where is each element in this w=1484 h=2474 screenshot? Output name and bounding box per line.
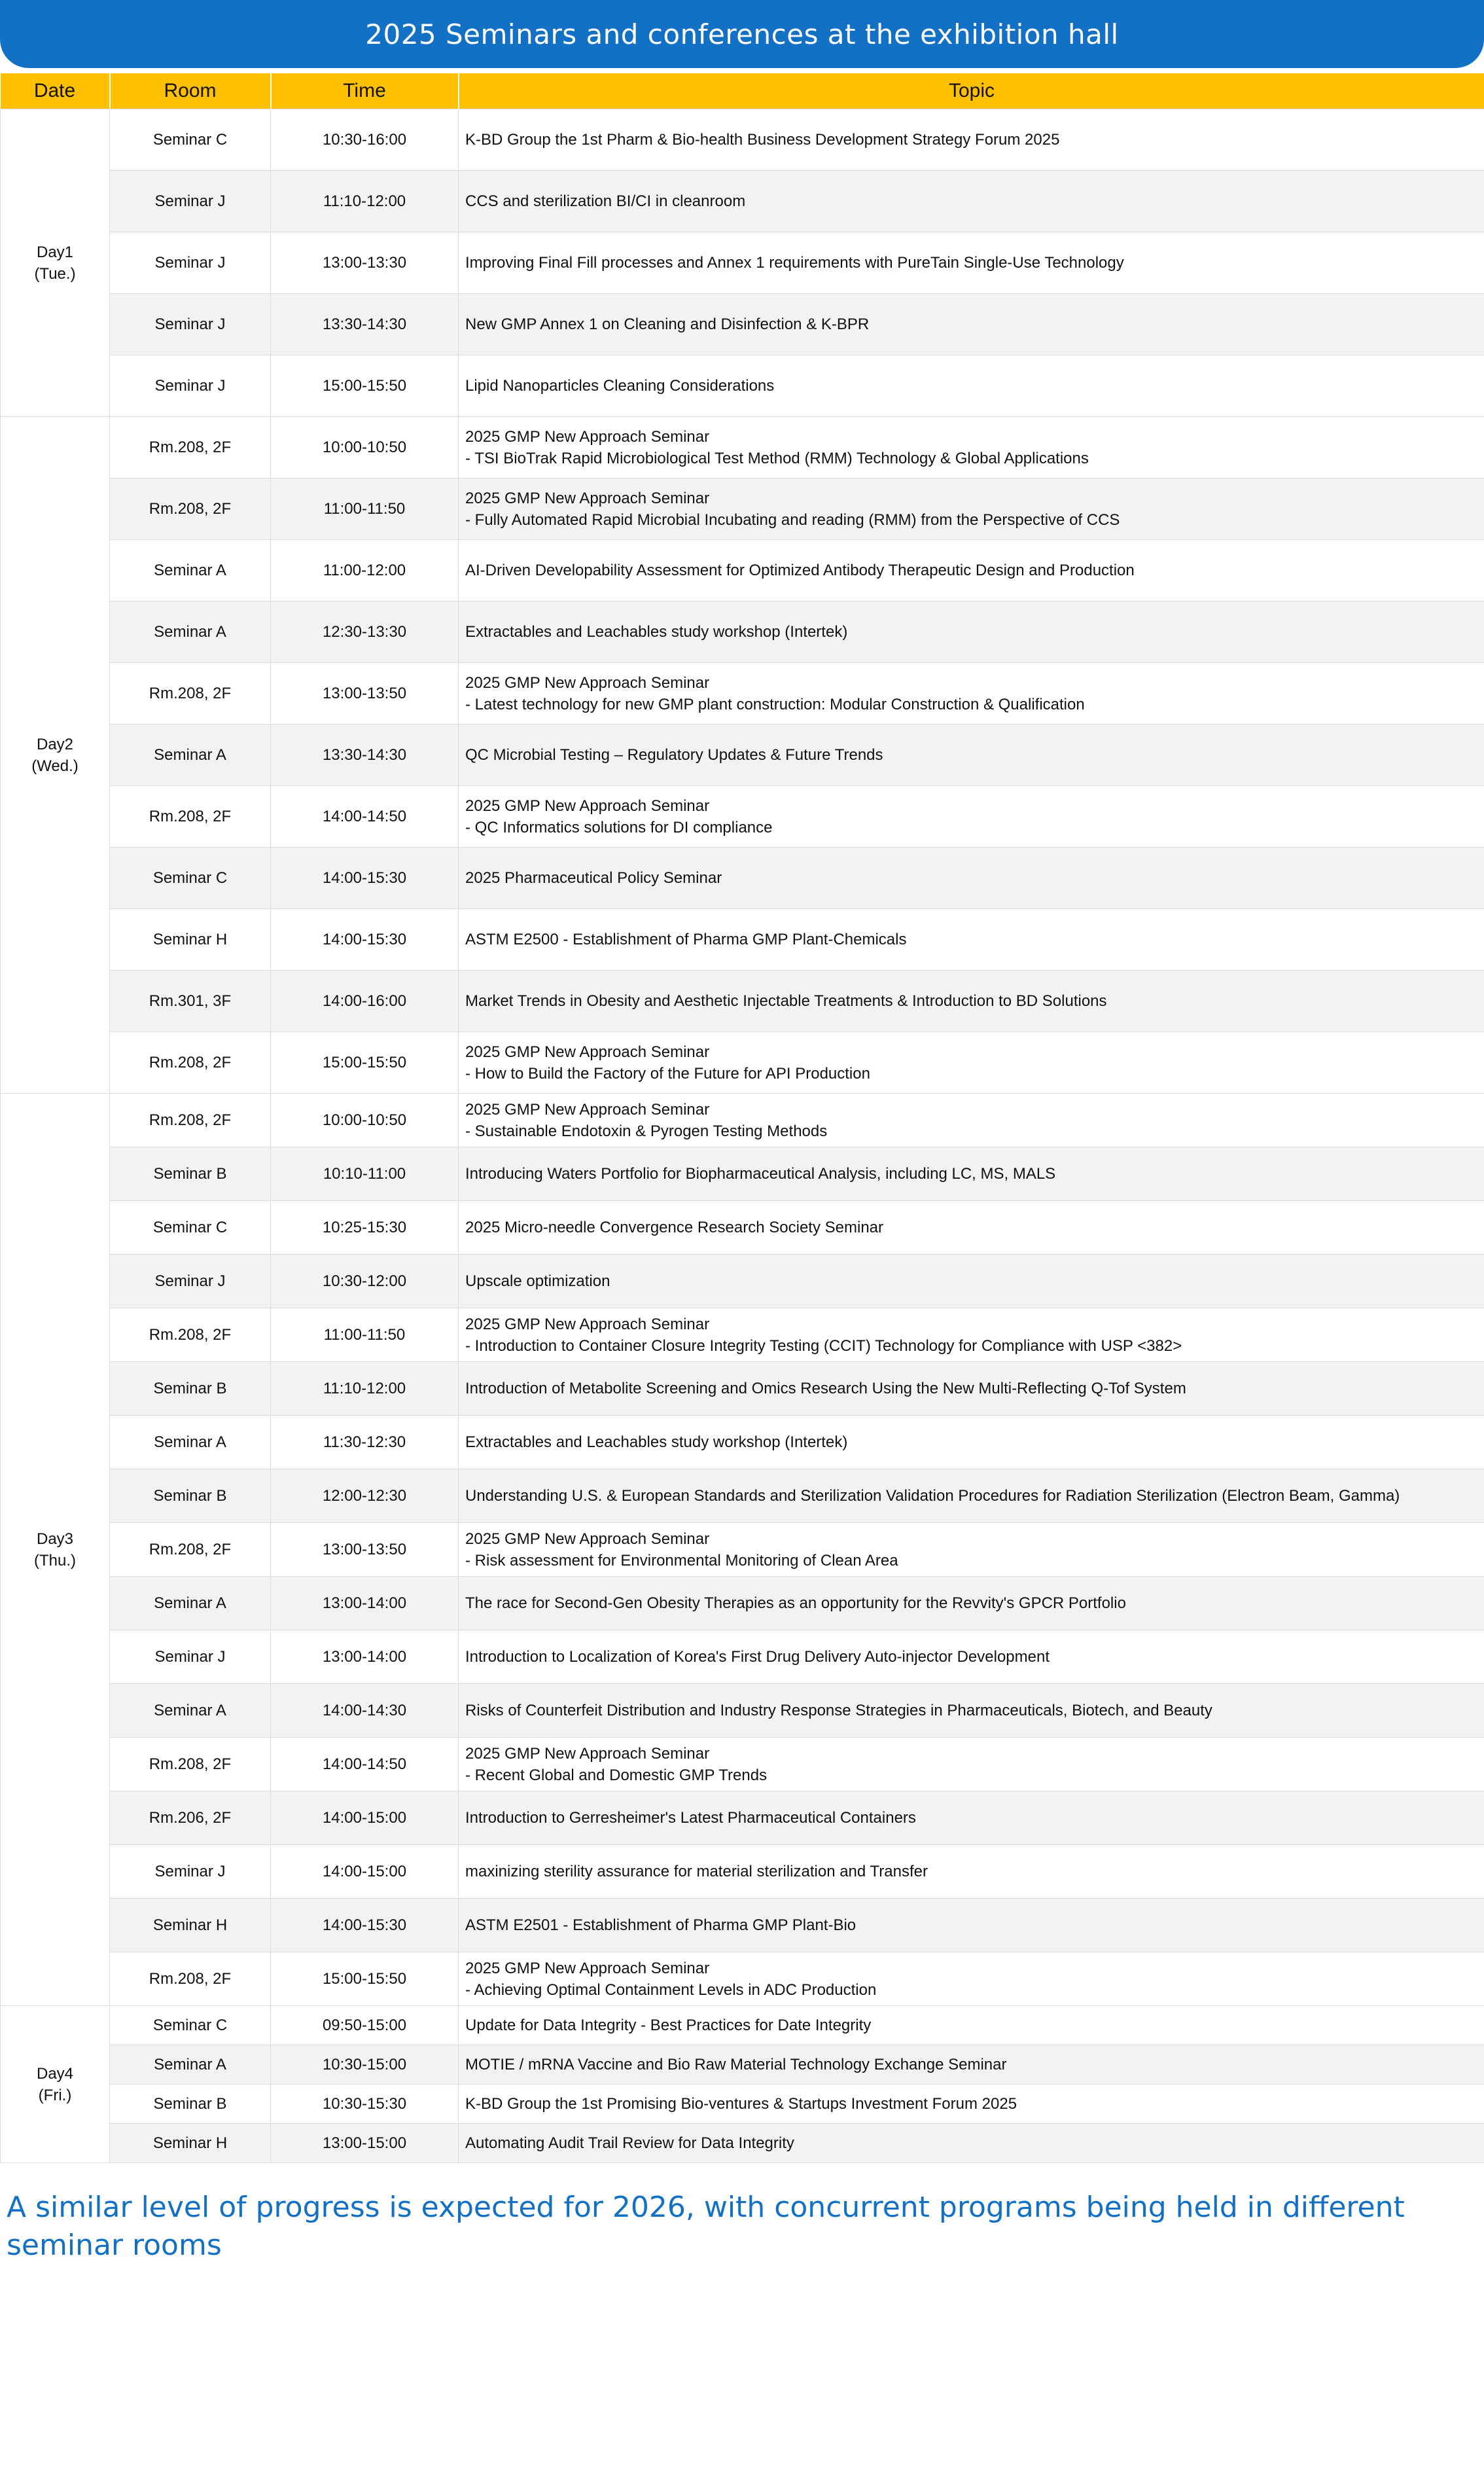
time-cell: 10:30-15:30 (271, 2085, 459, 2124)
room-cell: Rm.208, 2F (110, 1952, 271, 2006)
room-cell: Seminar A (110, 1684, 271, 1738)
room-cell: Seminar C (110, 2006, 271, 2045)
room-cell: Seminar J (110, 232, 271, 294)
table-row (1, 1201, 1484, 1255)
topic-cell: Introduction of Metabolite Screening and Omics Research Using the New Multi-Reflecting Q-Tof System (459, 1362, 1484, 1416)
time-cell: 13:00-13:50 (271, 663, 459, 725)
room-cell: Rm.208, 2F (110, 1523, 271, 1577)
table-row (1, 294, 1484, 355)
time-cell: 15:00-15:50 (271, 355, 459, 417)
room-cell: Seminar B (110, 1147, 271, 1201)
room-cell: Seminar J (110, 294, 271, 355)
room-cell: Rm.208, 2F (110, 1308, 271, 1362)
room-cell: Rm.208, 2F (110, 417, 271, 478)
room-cell: Seminar A (110, 1416, 271, 1469)
table-row (1, 2085, 1484, 2124)
day-label: Day1 (Tue.) (1, 109, 110, 417)
time-cell: 14:00-14:50 (271, 786, 459, 848)
time-cell: 15:00-15:50 (271, 1032, 459, 1094)
table-row (1, 355, 1484, 417)
topic-cell: K-BD Group the 1st Promising Bio-ventures & Startups Investment Forum 2025 (459, 2085, 1484, 2124)
table-row (1, 786, 1484, 848)
table-row (1, 478, 1484, 540)
table-row (1, 171, 1484, 232)
room-cell: Seminar H (110, 2124, 271, 2163)
time-cell: 10:00-10:50 (271, 1094, 459, 1147)
table-row (1, 909, 1484, 971)
topic-cell: 2025 GMP New Approach Seminar - Risk assessment for Environmental Monitoring of Clean Area (459, 1523, 1484, 1577)
table-row (1, 1094, 1484, 1147)
topic-cell: 2025 GMP New Approach Seminar - QC Informatics solutions for DI compliance (459, 786, 1484, 848)
time-cell: 13:30-14:30 (271, 294, 459, 355)
time-cell: 12:00-12:30 (271, 1469, 459, 1523)
time-cell: 10:30-16:00 (271, 109, 459, 171)
time-cell: 10:25-15:30 (271, 1201, 459, 1255)
table-row (1, 417, 1484, 478)
table-row (1, 1308, 1484, 1362)
room-cell: Seminar A (110, 725, 271, 786)
table-row (1, 1416, 1484, 1469)
time-cell: 09:50-15:00 (271, 2006, 459, 2045)
table-row (1, 971, 1484, 1032)
column-header-time: Time (271, 73, 459, 109)
topic-cell: Improving Final Fill processes and Annex 1 requirements with PureTain Single-Use Technology (459, 232, 1484, 294)
room-cell: Seminar B (110, 2085, 271, 2124)
time-cell: 13:00-13:50 (271, 1523, 459, 1577)
schedule-table (0, 73, 1484, 2163)
topic-cell: 2025 GMP New Approach Seminar - TSI BioTrak Rapid Microbiological Test Method (RMM) Technology & Global Applications (459, 417, 1484, 478)
column-header-topic: Topic (459, 73, 1484, 109)
table-row (1, 540, 1484, 601)
room-cell: Seminar A (110, 601, 271, 663)
day-label: Day2 (Wed.) (1, 417, 110, 1094)
room-cell: Seminar H (110, 909, 271, 971)
room-cell: Rm.208, 2F (110, 1738, 271, 1791)
table-row (1, 1362, 1484, 1416)
time-cell: 14:00-15:00 (271, 1845, 459, 1899)
footer-note: A similar level of progress is expected for 2026, with concurrent programs being held in different seminar rooms (7, 2191, 1405, 2262)
room-cell: Rm.208, 2F (110, 1094, 271, 1147)
room-cell: Seminar C (110, 848, 271, 909)
time-cell: 10:30-15:00 (271, 2045, 459, 2085)
room-cell: Seminar C (110, 1201, 271, 1255)
topic-cell: AI-Driven Developability Assessment for Optimized Antibody Therapeutic Design and Production (459, 540, 1484, 601)
time-cell: 13:00-14:00 (271, 1630, 459, 1684)
topic-cell: Introduction to Gerresheimer's Latest Pharmaceutical Containers (459, 1791, 1484, 1845)
table-row (1, 1684, 1484, 1738)
room-cell: Seminar B (110, 1362, 271, 1416)
topic-cell: 2025 GMP New Approach Seminar - How to Build the Factory of the Future for API Production (459, 1032, 1484, 1094)
topic-cell: 2025 GMP New Approach Seminar - Recent Global and Domestic GMP Trends (459, 1738, 1484, 1791)
table-row (1, 1255, 1484, 1308)
room-cell: Rm.206, 2F (110, 1791, 271, 1845)
table-row (1, 1523, 1484, 1577)
topic-cell: ASTM E2500 - Establishment of Pharma GMP Plant-Chemicals (459, 909, 1484, 971)
table-row (1, 663, 1484, 725)
page-title: 2025 Seminars and conferences at the exhibition hall (365, 18, 1119, 50)
topic-cell: 2025 GMP New Approach Seminar - Fully Automated Rapid Microbial Incubating and reading (RMM) from the Perspective of CCS (459, 478, 1484, 540)
time-cell: 11:00-12:00 (271, 540, 459, 601)
topic-cell: 2025 GMP New Approach Seminar - Introduction to Container Closure Integrity Testing (CCIT) Technology for Compliance with USP <382> (459, 1308, 1484, 1362)
time-cell: 11:10-12:00 (271, 1362, 459, 1416)
room-cell: Rm.208, 2F (110, 478, 271, 540)
time-cell: 11:10-12:00 (271, 171, 459, 232)
table-row (1, 1791, 1484, 1845)
time-cell: 14:00-14:50 (271, 1738, 459, 1791)
topic-cell: QC Microbial Testing – Regulatory Updates & Future Trends (459, 725, 1484, 786)
room-cell: Seminar J (110, 1255, 271, 1308)
time-cell: 15:00-15:50 (271, 1952, 459, 2006)
time-cell: 13:30-14:30 (271, 725, 459, 786)
room-cell: Rm.301, 3F (110, 971, 271, 1032)
time-cell: 14:00-15:00 (271, 1791, 459, 1845)
table-row (1, 1952, 1484, 2006)
table-row (1, 848, 1484, 909)
table-row (1, 1147, 1484, 1201)
topic-cell: New GMP Annex 1 on Cleaning and Disinfection & K-BPR (459, 294, 1484, 355)
topic-cell: CCS and sterilization BI/CI in cleanroom (459, 171, 1484, 232)
room-cell: Seminar J (110, 355, 271, 417)
time-cell: 13:00-13:30 (271, 232, 459, 294)
topic-cell: Update for Data Integrity - Best Practices for Date Integrity (459, 2006, 1484, 2045)
room-cell: Seminar J (110, 1845, 271, 1899)
table-row (1, 232, 1484, 294)
time-cell: 14:00-15:30 (271, 848, 459, 909)
table-row (1, 1738, 1484, 1791)
time-cell: 10:00-10:50 (271, 417, 459, 478)
time-cell: 10:30-12:00 (271, 1255, 459, 1308)
table-row (1, 725, 1484, 786)
room-cell: Rm.208, 2F (110, 786, 271, 848)
table-row (1, 2124, 1484, 2163)
column-header-date: Date (1, 73, 110, 109)
room-cell: Seminar B (110, 1469, 271, 1523)
topic-cell: K-BD Group the 1st Pharm & Bio-health Business Development Strategy Forum 2025 (459, 109, 1484, 171)
topic-cell: Introduction to Localization of Korea's First Drug Delivery Auto-injector Development (459, 1630, 1484, 1684)
day-label: Day4 (Fri.) (1, 2006, 110, 2163)
table-row (1, 1577, 1484, 1630)
time-cell: 11:00-11:50 (271, 478, 459, 540)
topic-cell: 2025 GMP New Approach Seminar - Achieving Optimal Containment Levels in ADC Production (459, 1952, 1484, 2006)
table-header-row (1, 73, 1484, 109)
room-cell: Seminar C (110, 109, 271, 171)
day-label: Day3 (Thu.) (1, 1094, 110, 2006)
topic-cell: 2025 Pharmaceutical Policy Seminar (459, 848, 1484, 909)
table-row (1, 1032, 1484, 1094)
room-cell: Seminar A (110, 540, 271, 601)
time-cell: 12:30-13:30 (271, 601, 459, 663)
room-cell: Seminar A (110, 1577, 271, 1630)
table-row (1, 2045, 1484, 2085)
topic-cell: MOTIE / mRNA Vaccine and Bio Raw Material Technology Exchange Seminar (459, 2045, 1484, 2085)
time-cell: 14:00-15:30 (271, 1899, 459, 1952)
schedule-body (1, 109, 1484, 2163)
time-cell: 11:30-12:30 (271, 1416, 459, 1469)
table-row (1, 1630, 1484, 1684)
time-cell: 13:00-15:00 (271, 2124, 459, 2163)
topic-cell: Understanding U.S. & European Standards and Sterilization Validation Procedures for Radiation Sterilization (Electron Beam, Gamma) (459, 1469, 1484, 1523)
topic-cell: 2025 Micro-needle Convergence Research Society Seminar (459, 1201, 1484, 1255)
table-row (1, 601, 1484, 663)
topic-cell: Extractables and Leachables study workshop (Intertek) (459, 1416, 1484, 1469)
room-cell: Seminar J (110, 171, 271, 232)
time-cell: 10:10-11:00 (271, 1147, 459, 1201)
topic-cell: Introducing Waters Portfolio for Biopharmaceutical Analysis, including LC, MS, MALS (459, 1147, 1484, 1201)
room-cell: Seminar H (110, 1899, 271, 1952)
time-cell: 14:00-14:30 (271, 1684, 459, 1738)
topic-cell: Lipid Nanoparticles Cleaning Considerations (459, 355, 1484, 417)
room-cell: Rm.208, 2F (110, 663, 271, 725)
room-cell: Seminar J (110, 1630, 271, 1684)
table-row (1, 1845, 1484, 1899)
topic-cell: 2025 GMP New Approach Seminar - Sustainable Endotoxin & Pyrogen Testing Methods (459, 1094, 1484, 1147)
topic-cell: ASTM E2501 - Establishment of Pharma GMP Plant-Bio (459, 1899, 1484, 1952)
time-cell: 14:00-15:30 (271, 909, 459, 971)
time-cell: 14:00-16:00 (271, 971, 459, 1032)
topic-cell: The race for Second-Gen Obesity Therapies as an opportunity for the Revvity's GPCR Portfolio (459, 1577, 1484, 1630)
title-banner (0, 0, 1484, 68)
topic-cell: Upscale optimization (459, 1255, 1484, 1308)
topic-cell: maxinizing sterility assurance for material sterilization and Transfer (459, 1845, 1484, 1899)
topic-cell: 2025 GMP New Approach Seminar - Latest technology for new GMP plant construction: Modular Construction & Qualification (459, 663, 1484, 725)
topic-cell: Risks of Counterfeit Distribution and Industry Response Strategies in Pharmaceuticals, Biotech, and Beauty (459, 1684, 1484, 1738)
table-row (1, 1469, 1484, 1523)
topic-cell: Automating Audit Trail Review for Data Integrity (459, 2124, 1484, 2163)
table-row (1, 2006, 1484, 2045)
table-row (1, 109, 1484, 171)
room-cell: Seminar A (110, 2045, 271, 2085)
topic-cell: Market Trends in Obesity and Aesthetic Injectable Treatments & Introduction to BD Solutions (459, 971, 1484, 1032)
time-cell: 11:00-11:50 (271, 1308, 459, 1362)
topic-cell: Extractables and Leachables study workshop (Intertek) (459, 601, 1484, 663)
column-header-room: Room (110, 73, 271, 109)
table-row (1, 1899, 1484, 1952)
time-cell: 13:00-14:00 (271, 1577, 459, 1630)
room-cell: Rm.208, 2F (110, 1032, 271, 1094)
